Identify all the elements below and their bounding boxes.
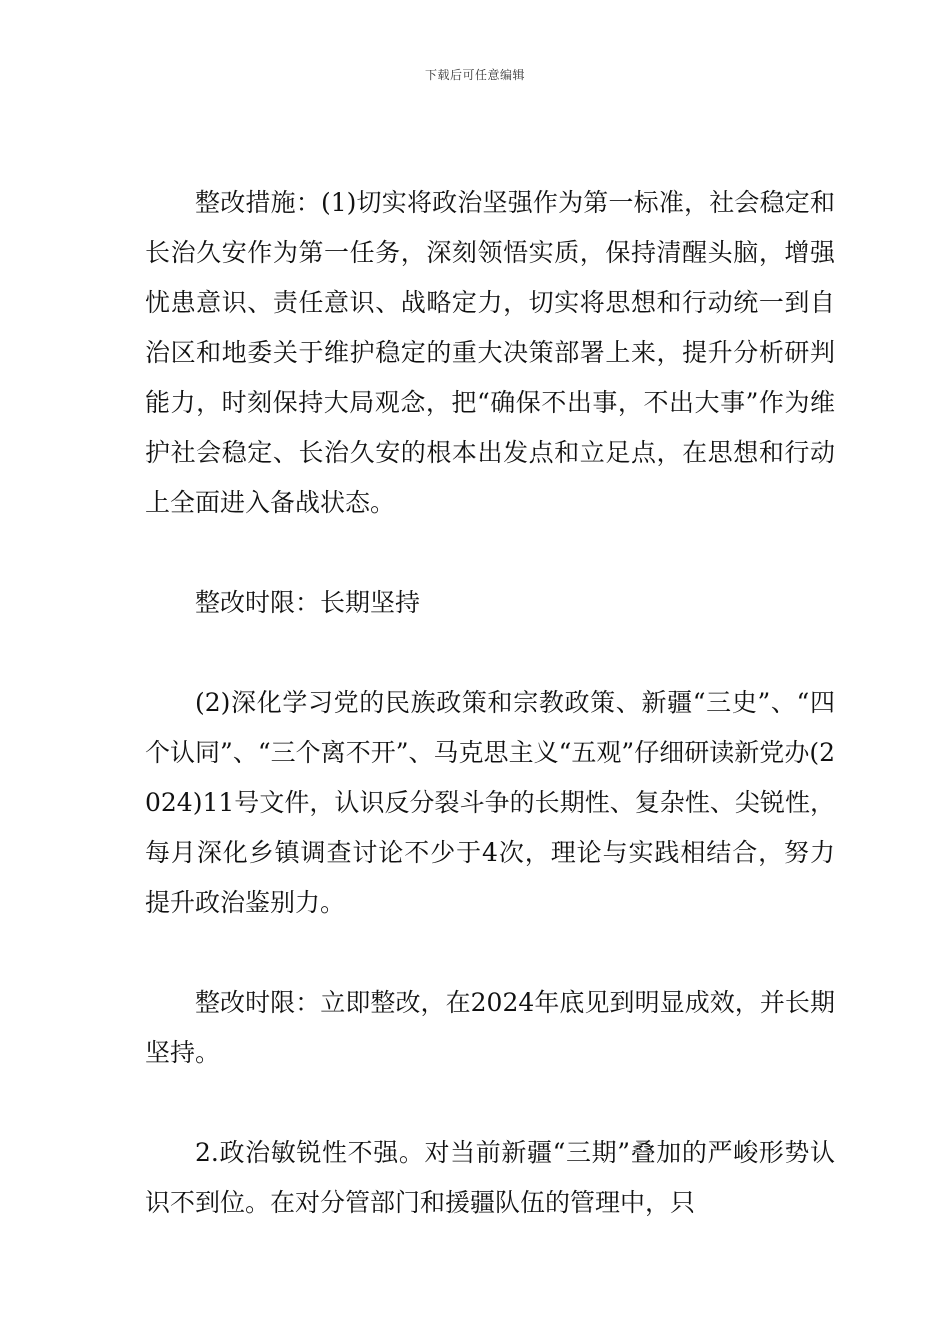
page-header: 下载后可任意编辑 <box>424 68 525 82</box>
paragraph-measures-2: (2)深化学习党的民族政策和宗教政策、新疆“三史”、“四个认同”、“三个离不开”、马克思主义“五观”仔细研读新党办(2024)11号文件，认识反分裂斗争的长期性、复杂性、尖锐性，每月深化乡镇调查讨论不少于4次，理论与实践相结合，努力提升政治鉴别力。 <box>145 688 835 917</box>
paragraph-item-2: 2.政治敏锐性不强。对当前新疆“三期”叠加的严峻形势认识不到位。在对分管部门和援疆队伍的管理中，只 <box>145 1138 835 1217</box>
document-body <box>145 178 835 1228</box>
paragraph-deadline-1: 整改时限：长期坚持 <box>195 588 421 617</box>
paragraph-measures-1: 整改措施：(1)切实将政治坚强作为第一标准，社会稳定和长治久安作为第一任务，深刻领悟实质，保持清醒头脑，增强忧患意识、责任意识、战略定力，切实将思想和行动统一到自治区和地委关于维护稳定的重大决策部署上来，提升分析研判能力，时刻保持大局观念，把“确保不出事，不出大事”作为维护社会稳定、长治久安的根本出发点和立足点，在思想和行动上全面进入备战状态。 <box>145 188 835 517</box>
paragraph-deadline-2: 整改时限：立即整改，在2024年底见到明显成效，并长期坚持。 <box>145 988 835 1067</box>
